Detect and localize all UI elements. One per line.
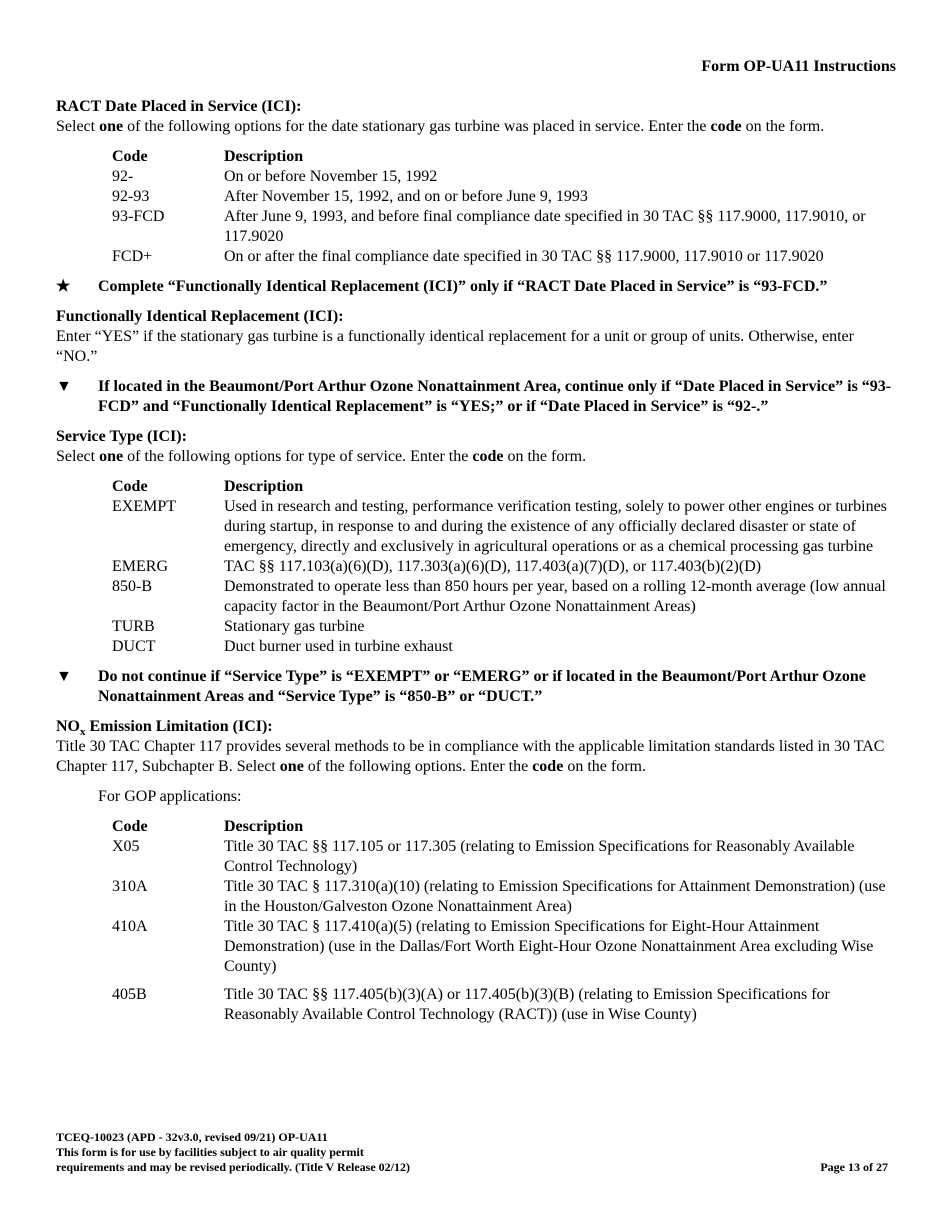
table-header-row (112, 477, 896, 497)
code-cell: 405B (112, 986, 147, 1003)
footer-notice-line: This form is for use by facilities subject to air quality permit (56, 1145, 364, 1159)
code-column-header: Code (112, 818, 148, 835)
ract-instructions: Select one of the following options for the date stationary gas turbine was placed in service. Enter the code on the form. (56, 118, 825, 135)
code-cell: 310A (112, 878, 148, 895)
code-column-header: Code (112, 478, 148, 495)
nox-code-table (112, 817, 896, 1025)
description-column-header: Description (224, 818, 304, 835)
code-cell: 410A (112, 918, 148, 935)
ract-section-title: RACT Date Placed in Service (ICI): (56, 98, 302, 115)
description-cell: TAC §§ 117.103(a)(6)(D), 117.303(a)(6)(D), 117.403(a)(7)(D), or 117.403(b)(2)(D) (224, 558, 762, 575)
description-cell: After June 9, 1993, and before final compliance date specified in 30 TAC §§ 117.9000, 117.9010, or 117.9020 (224, 208, 866, 245)
code-cell: 92- (112, 168, 134, 185)
note-text: Complete “Functionally Identical Replacement (ICI)” only if “RACT Date Placed in Service” is “93-FCD.” (98, 278, 828, 295)
service-type-instructions: Select one of the following options for type of service. Enter the code on the form. (56, 448, 587, 465)
table-row (112, 917, 896, 977)
table-row (112, 637, 896, 657)
code-cell: TURB (112, 618, 155, 635)
description-cell: Used in research and testing, performance verification testing, solely to power other engines or turbines during startup, in response to and during the existence of any officially declared disaster or state of emergency, directly and exclusively in agricultural operations or as a chemical processing gas turbine (224, 498, 887, 555)
description-cell: Title 30 TAC §§ 117.105 or 117.305 (relating to Emission Specifications for Reasonably Available Control Technology) (224, 838, 855, 875)
table-row (112, 617, 896, 637)
code-cell: EMERG (112, 558, 168, 575)
table-row (112, 837, 896, 877)
page-content (56, 97, 896, 1025)
description-cell: On or after the final compliance date specified in 30 TAC §§ 117.9000, 117.9010 or 117.9020 (224, 248, 824, 265)
table-header-row (112, 817, 896, 837)
nox-instructions: Title 30 TAC Chapter 117 provides several methods to be in compliance with the applicable limitation standards listed in 30 TAC Chapter 117, Subchapter B. Select one of the following options. Enter the code on the form. (56, 738, 885, 775)
note-text: If located in the Beaumont/Port Arthur Ozone Nonattainment Area, continue only if “Date Placed in Service” is “93-FCD” and “Functionally Identical Replacement” is “YES;” or if “Date Placed in Service” is “92-.” (98, 378, 892, 415)
code-cell: X05 (112, 838, 140, 855)
note-complete-fir (56, 277, 896, 297)
description-column-header: Description (224, 148, 304, 165)
description-column-header: Description (224, 478, 304, 495)
page-header-title: Form OP-UA11 Instructions (701, 58, 896, 75)
page-number: Page 13 of 27 (820, 1160, 888, 1174)
fir-instructions: Enter “YES” if the stationary gas turbine is a functionally identical replacement for a unit or group of units. Otherwise, enter “NO.” (56, 328, 854, 365)
table-row (112, 557, 896, 577)
note-do-not-continue (56, 667, 896, 707)
table-row (112, 497, 896, 557)
star-icon: ★ (56, 278, 71, 295)
form-id-line: TCEQ-10023 (APD - 32v3.0, revised 09/21) OP-UA11 (56, 1130, 328, 1144)
table-row (112, 207, 896, 247)
description-cell: Title 30 TAC § 117.410(a)(5) (relating to Emission Specifications for Eight-Hour Attainment Demonstration) (use in the Dallas/Fort Worth Eight-Hour Ozone Nonattainment Area excluding Wise County) (224, 918, 874, 975)
table-row (112, 167, 896, 187)
triangle-down-icon: ▼ (56, 378, 72, 395)
code-column-header: Code (112, 148, 148, 165)
table-row (112, 577, 896, 617)
table-row (112, 977, 896, 1025)
footer-notice-line: requirements and may be revised periodically. (Title V Release 02/12) (56, 1160, 410, 1174)
fir-section-title: Functionally Identical Replacement (ICI): (56, 308, 344, 325)
description-cell: Title 30 TAC § 117.310(a)(10) (relating to Emission Specifications for Attainment Demonstration) (use in the Houston/Galveston Ozone Nonattainment Area) (224, 878, 886, 915)
gop-applications-label: For GOP applications: (98, 788, 242, 805)
note-beaumont-continue (56, 377, 896, 417)
description-cell: Title 30 TAC §§ 117.405(b)(3)(A) or 117.405(b)(3)(B) (relating to Emission Specifications for Reasonably Available Control Technology (RACT)) (use in Wise County) (224, 986, 830, 1023)
description-cell: Duct burner used in turbine exhaust (224, 638, 453, 655)
table-row (112, 877, 896, 917)
service-type-section-title: Service Type (ICI): (56, 428, 187, 445)
code-cell: 93-FCD (112, 208, 165, 225)
code-cell: 92-93 (112, 188, 150, 205)
code-cell: FCD+ (112, 248, 153, 265)
code-cell: DUCT (112, 638, 156, 655)
code-cell: EXEMPT (112, 498, 176, 515)
triangle-down-icon: ▼ (56, 668, 72, 685)
description-cell: On or before November 15, 1992 (224, 168, 438, 185)
note-text: Do not continue if “Service Type” is “EXEMPT” or “EMERG” or if located in the Beaumont/Port Arthur Ozone Nonattainment Areas and “Service Type” is “850-B” or “DUCT.” (98, 668, 866, 705)
page-footer (56, 1130, 896, 1175)
service-type-code-table (112, 477, 896, 657)
nox-section-title: $NO_x$ Emission Limitation (ICI): (56, 718, 273, 739)
table-header-row (112, 147, 896, 167)
table-row (112, 247, 896, 267)
ract-code-table (112, 147, 896, 267)
description-cell: Demonstrated to operate less than 850 hours per year, based on a rolling 12-month average (low annual capacity factor in the Beaumont/Port Arthur Ozone Nonattainment Areas) (224, 578, 886, 615)
document-page (56, 0, 896, 1230)
table-row (112, 187, 896, 207)
code-cell: 850-B (112, 578, 152, 595)
description-cell: Stationary gas turbine (224, 618, 365, 635)
description-cell: After November 15, 1992, and on or before June 9, 1993 (224, 188, 588, 205)
